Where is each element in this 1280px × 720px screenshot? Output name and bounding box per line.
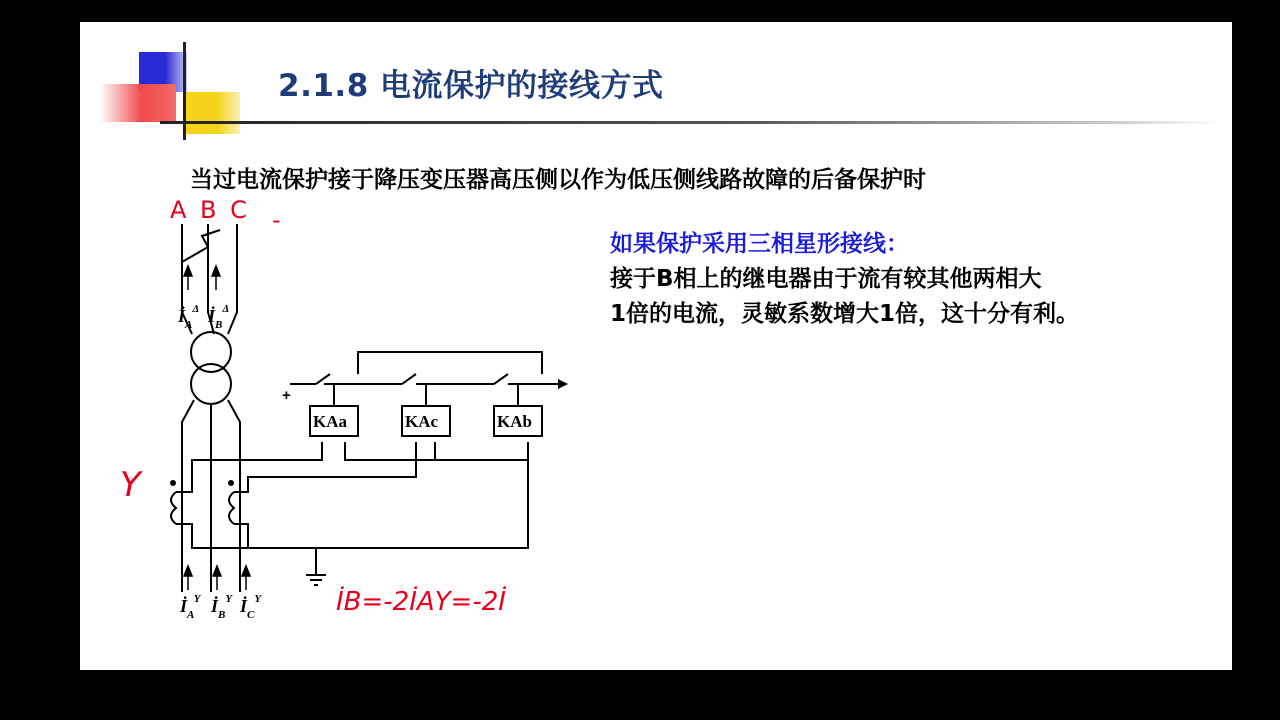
contact-bridge xyxy=(358,352,542,374)
current-label-ib-delta: $İ_B^\Delta$ xyxy=(208,303,230,331)
page-title: 2.1.8 电流保护的接线方式 xyxy=(278,68,664,104)
ground-symbol xyxy=(306,575,326,585)
trip-arrow xyxy=(558,379,568,389)
handwritten-y: Y xyxy=(120,465,141,505)
ct-wiring-a-ret xyxy=(176,442,528,548)
transformer-star-winding xyxy=(191,364,231,404)
current-label-ia-y: $İ_A^Y$ xyxy=(180,593,201,621)
explanation-line-2: 1倍的电流，灵敏系数增大1倍，这十分有利。 xyxy=(610,301,1080,327)
contact-kaa xyxy=(316,374,330,384)
current-label-ic-y: $İ_C^Y$ xyxy=(240,593,262,621)
explanation-line-1: 接于B相上的继电器由于流有较其他两相大 xyxy=(610,266,1042,292)
handwritten-formula: İB=-2İAY=-2İ xyxy=(336,587,506,617)
current-label-ia-delta: $İ_A^\Delta$ xyxy=(178,303,200,331)
relay-return-a xyxy=(345,442,435,460)
relay-to-contact xyxy=(334,384,518,406)
relay-label-kaa: KAa xyxy=(313,412,347,431)
fault-symbol xyxy=(182,230,220,262)
relay-label-kab: KAb xyxy=(497,412,532,431)
transformer-delta-winding xyxy=(191,332,231,372)
plus-sign: + xyxy=(282,387,291,404)
current-label-ib-y: $İ_B^Y$ xyxy=(211,593,233,621)
ct-wiring-c xyxy=(234,442,416,492)
intro-text: 当过电流保护接于降压变压器高压侧以作为低压侧线路故障的后备保护时 xyxy=(190,167,926,193)
ct-coil-a xyxy=(171,492,176,524)
contact-kab xyxy=(494,374,508,384)
lv-line-a xyxy=(182,400,194,592)
handwritten-phases: A B C xyxy=(170,196,250,224)
circuit-diagram xyxy=(80,22,1232,670)
slide xyxy=(80,22,1232,670)
relay-label-kac: KAc xyxy=(405,412,439,431)
contact-kac xyxy=(402,374,416,384)
handwritten-minus: - xyxy=(272,206,281,234)
ct-coil-c xyxy=(229,492,234,524)
explanation-heading: 如果保护采用三相星形接线： xyxy=(610,231,909,257)
hv-line-c xyxy=(228,224,237,334)
